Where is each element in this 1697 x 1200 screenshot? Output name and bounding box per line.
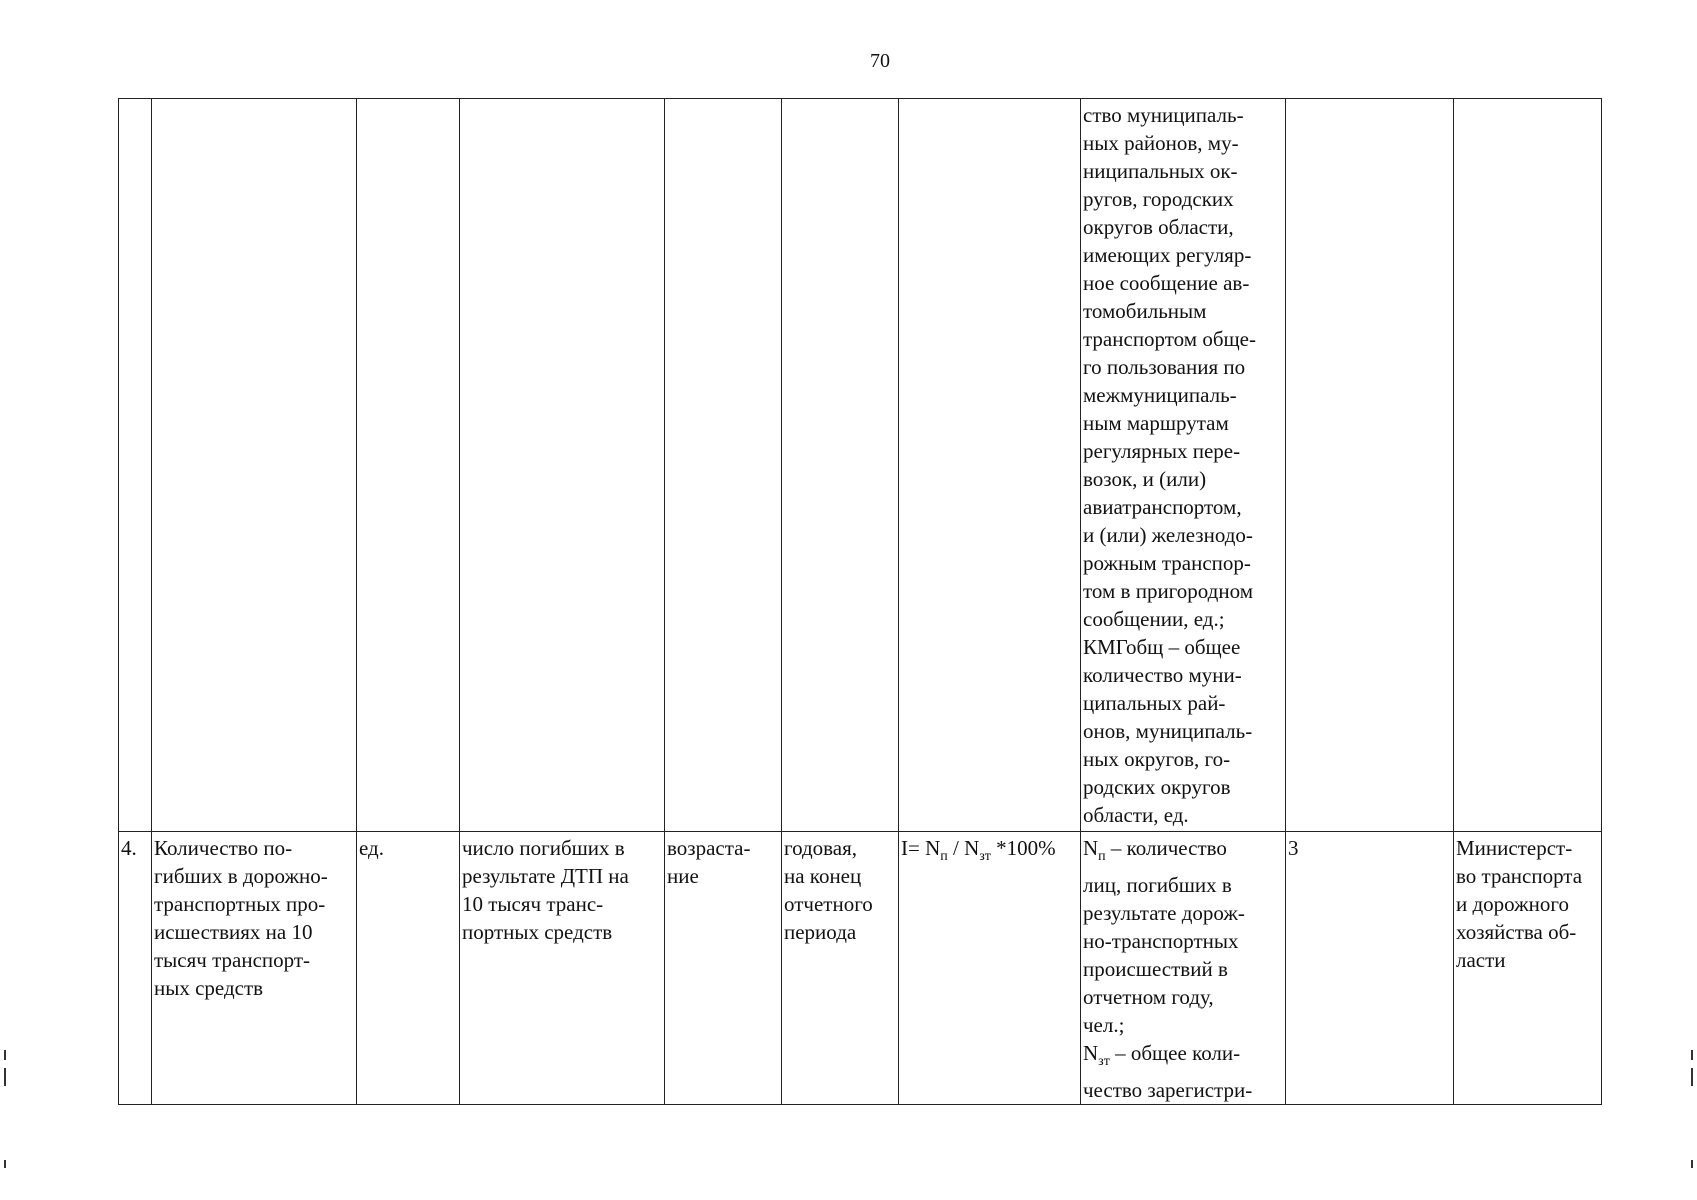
cell-responsible xyxy=(1454,99,1602,832)
formula-mid: / N xyxy=(947,836,980,860)
formula-sub-p: п xyxy=(940,849,948,865)
cell-num xyxy=(119,99,152,832)
indicators-table xyxy=(118,98,1602,1105)
cell-source xyxy=(1286,99,1454,832)
scan-margin-mark xyxy=(1691,1068,1693,1086)
cell-description: ство муниципаль- ных районов, му- ниципальных ок- ругов, городских округов области, имеющих регуляр- ное сообщение ав- томобильным транспортом обще- го пользования по межмуниципаль- ным маршрутам регулярных пере- возок, и (или) авиатранспортом, и (или) железнодо- рожным транспор- том в пригородном сообщении, ед.; КМГобщ – общее количество муни- ципальных рай- онов, муниципаль- ных округов, го- родских округов области, ед. xyxy=(1081,99,1286,832)
cell-period: годовая, на конец отчетного периода xyxy=(782,832,899,1105)
desc-symbol-n2: N xyxy=(1083,1041,1099,1066)
formula-rhs: *100% xyxy=(990,836,1056,860)
scan-margin-mark xyxy=(1691,1050,1693,1060)
cell-description xyxy=(1081,832,1286,1105)
cell-unit xyxy=(357,99,460,832)
cell-formula xyxy=(899,832,1081,1105)
scan-margin-mark xyxy=(1691,1160,1693,1168)
cell-responsible: Министерст- во транспорта и дорожного хозяйства об- ласти xyxy=(1454,832,1602,1105)
cell-trend: возраста- ние xyxy=(665,832,782,1105)
cell-source: 3 xyxy=(1286,832,1454,1105)
cell-period xyxy=(782,99,899,832)
cell-trend xyxy=(665,99,782,832)
table-row-continuation xyxy=(119,99,1602,832)
formula-lhs: I= N xyxy=(901,836,941,860)
desc-text-part1: – количество лиц, погибших в результате дорож- но-транспортных происшествий в отчетном году, чел.; xyxy=(1083,836,1245,1038)
desc-sub-zt: зт xyxy=(1098,1054,1110,1070)
desc-symbol-n: N xyxy=(1083,836,1099,860)
cell-num: 4. xyxy=(119,832,152,1105)
page-number: 70 xyxy=(870,50,890,72)
cell-name: Количество по- гибших в дорожно- транспортных про- исшествиях на 10 тысяч транспорт- ных средств xyxy=(152,832,357,1105)
scan-margin-mark xyxy=(4,1160,6,1168)
scan-margin-mark xyxy=(4,1050,6,1060)
cell-name xyxy=(152,99,357,832)
desc-text-part2: – общее коли- чество зарегистри- xyxy=(1083,1041,1253,1103)
formula-sub-zt: зт xyxy=(979,849,991,865)
desc-sub-p: п xyxy=(1098,849,1106,865)
cell-definition: число погибших в результате ДТП на 10 тысяч транс- портных средств xyxy=(460,832,665,1105)
scan-margin-mark xyxy=(4,1068,6,1086)
table-row-4 xyxy=(119,832,1602,1105)
cell-unit: ед. xyxy=(357,832,460,1105)
cell-definition xyxy=(460,99,665,832)
cell-formula xyxy=(899,99,1081,832)
